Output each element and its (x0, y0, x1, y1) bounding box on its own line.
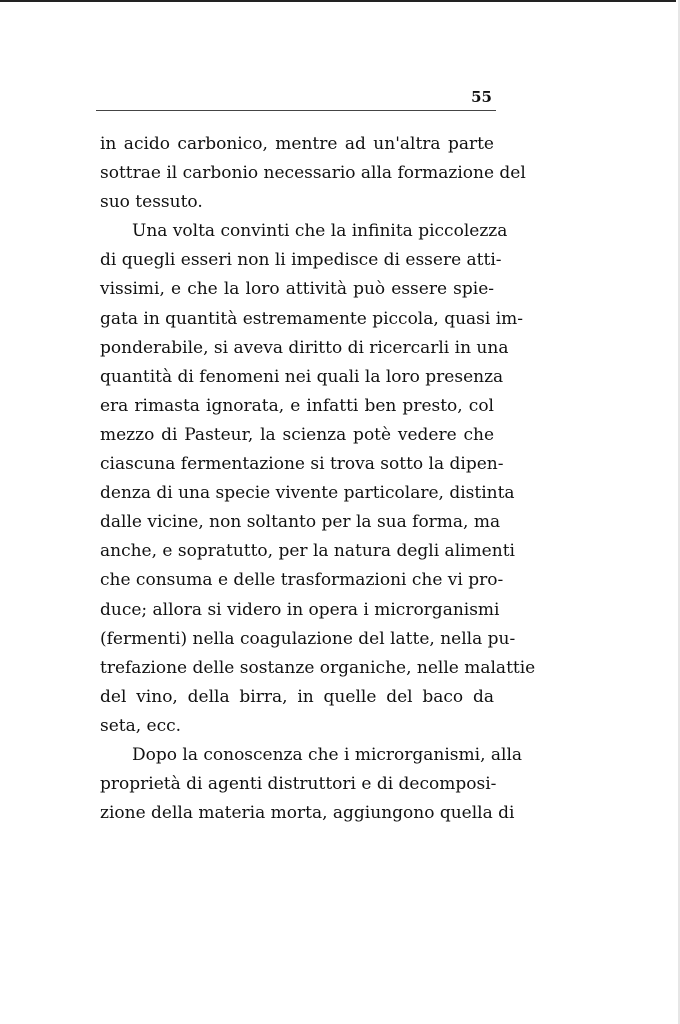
paragraph-start-line: Una volta convinti che la infinita piccolezza (132, 221, 508, 242)
header-rule (96, 110, 496, 111)
text-line: proprietà di agenti distruttori e di decomposi- (100, 774, 497, 795)
text-line: anche, e sopratutto, per la natura degli alimenti (100, 541, 515, 562)
text-line: suo tessuto. (100, 192, 203, 213)
text-line: del vino, della birra, in quelle del baco da (100, 686, 494, 707)
text-line: (fermenti) nella coagulazione del latte, nella pu- (100, 628, 516, 649)
text-line: dalle vicine, non soltanto per la sua forma, ma (100, 512, 501, 533)
text-line: denza di una specie vivente particolare, distinta (100, 483, 515, 504)
text-line: ponderabile, si aveva diritto di ricercarli in una (100, 337, 509, 358)
text-line: quantità di fenomeni nei quali la loro presenza (100, 366, 504, 387)
text-line: ciascuna fermentazione si trova sotto la dipen- (100, 454, 504, 475)
body-text (100, 130, 536, 828)
text-line: trefazione delle sostanze organiche, nelle malattie (100, 657, 536, 678)
text-line: di quegli esseri non li impedisce di essere atti- (100, 250, 502, 271)
top-border-line (0, 0, 676, 2)
text-line: era rimasta ignorata, e infatti ben presto, col (100, 395, 494, 416)
text-line: mezzo di Pasteur, la scienza potè vedere che (100, 424, 494, 445)
page-number: 55 (471, 88, 492, 106)
paragraph-start-line: Dopo la conoscenza che i microrganismi, alla (132, 744, 523, 765)
text-line: in acido carbonico, mentre ad un'altra parte (100, 134, 494, 154)
text-line: che consuma e delle trasformazioni che vi pro- (100, 570, 504, 591)
text-line: duce; allora si videro in opera i microrganismi (100, 599, 500, 620)
text-line: sottrae il carbonio necessario alla formazione del (100, 163, 526, 184)
text-line: vissimi, e che la loro attività può essere spie- (100, 279, 494, 300)
text-line: gata in quantità estremamente piccola, quasi im- (100, 308, 524, 329)
text-line: seta, ecc. (100, 715, 182, 736)
text-line: zione della materia morta, aggiungono quella di (100, 803, 515, 824)
